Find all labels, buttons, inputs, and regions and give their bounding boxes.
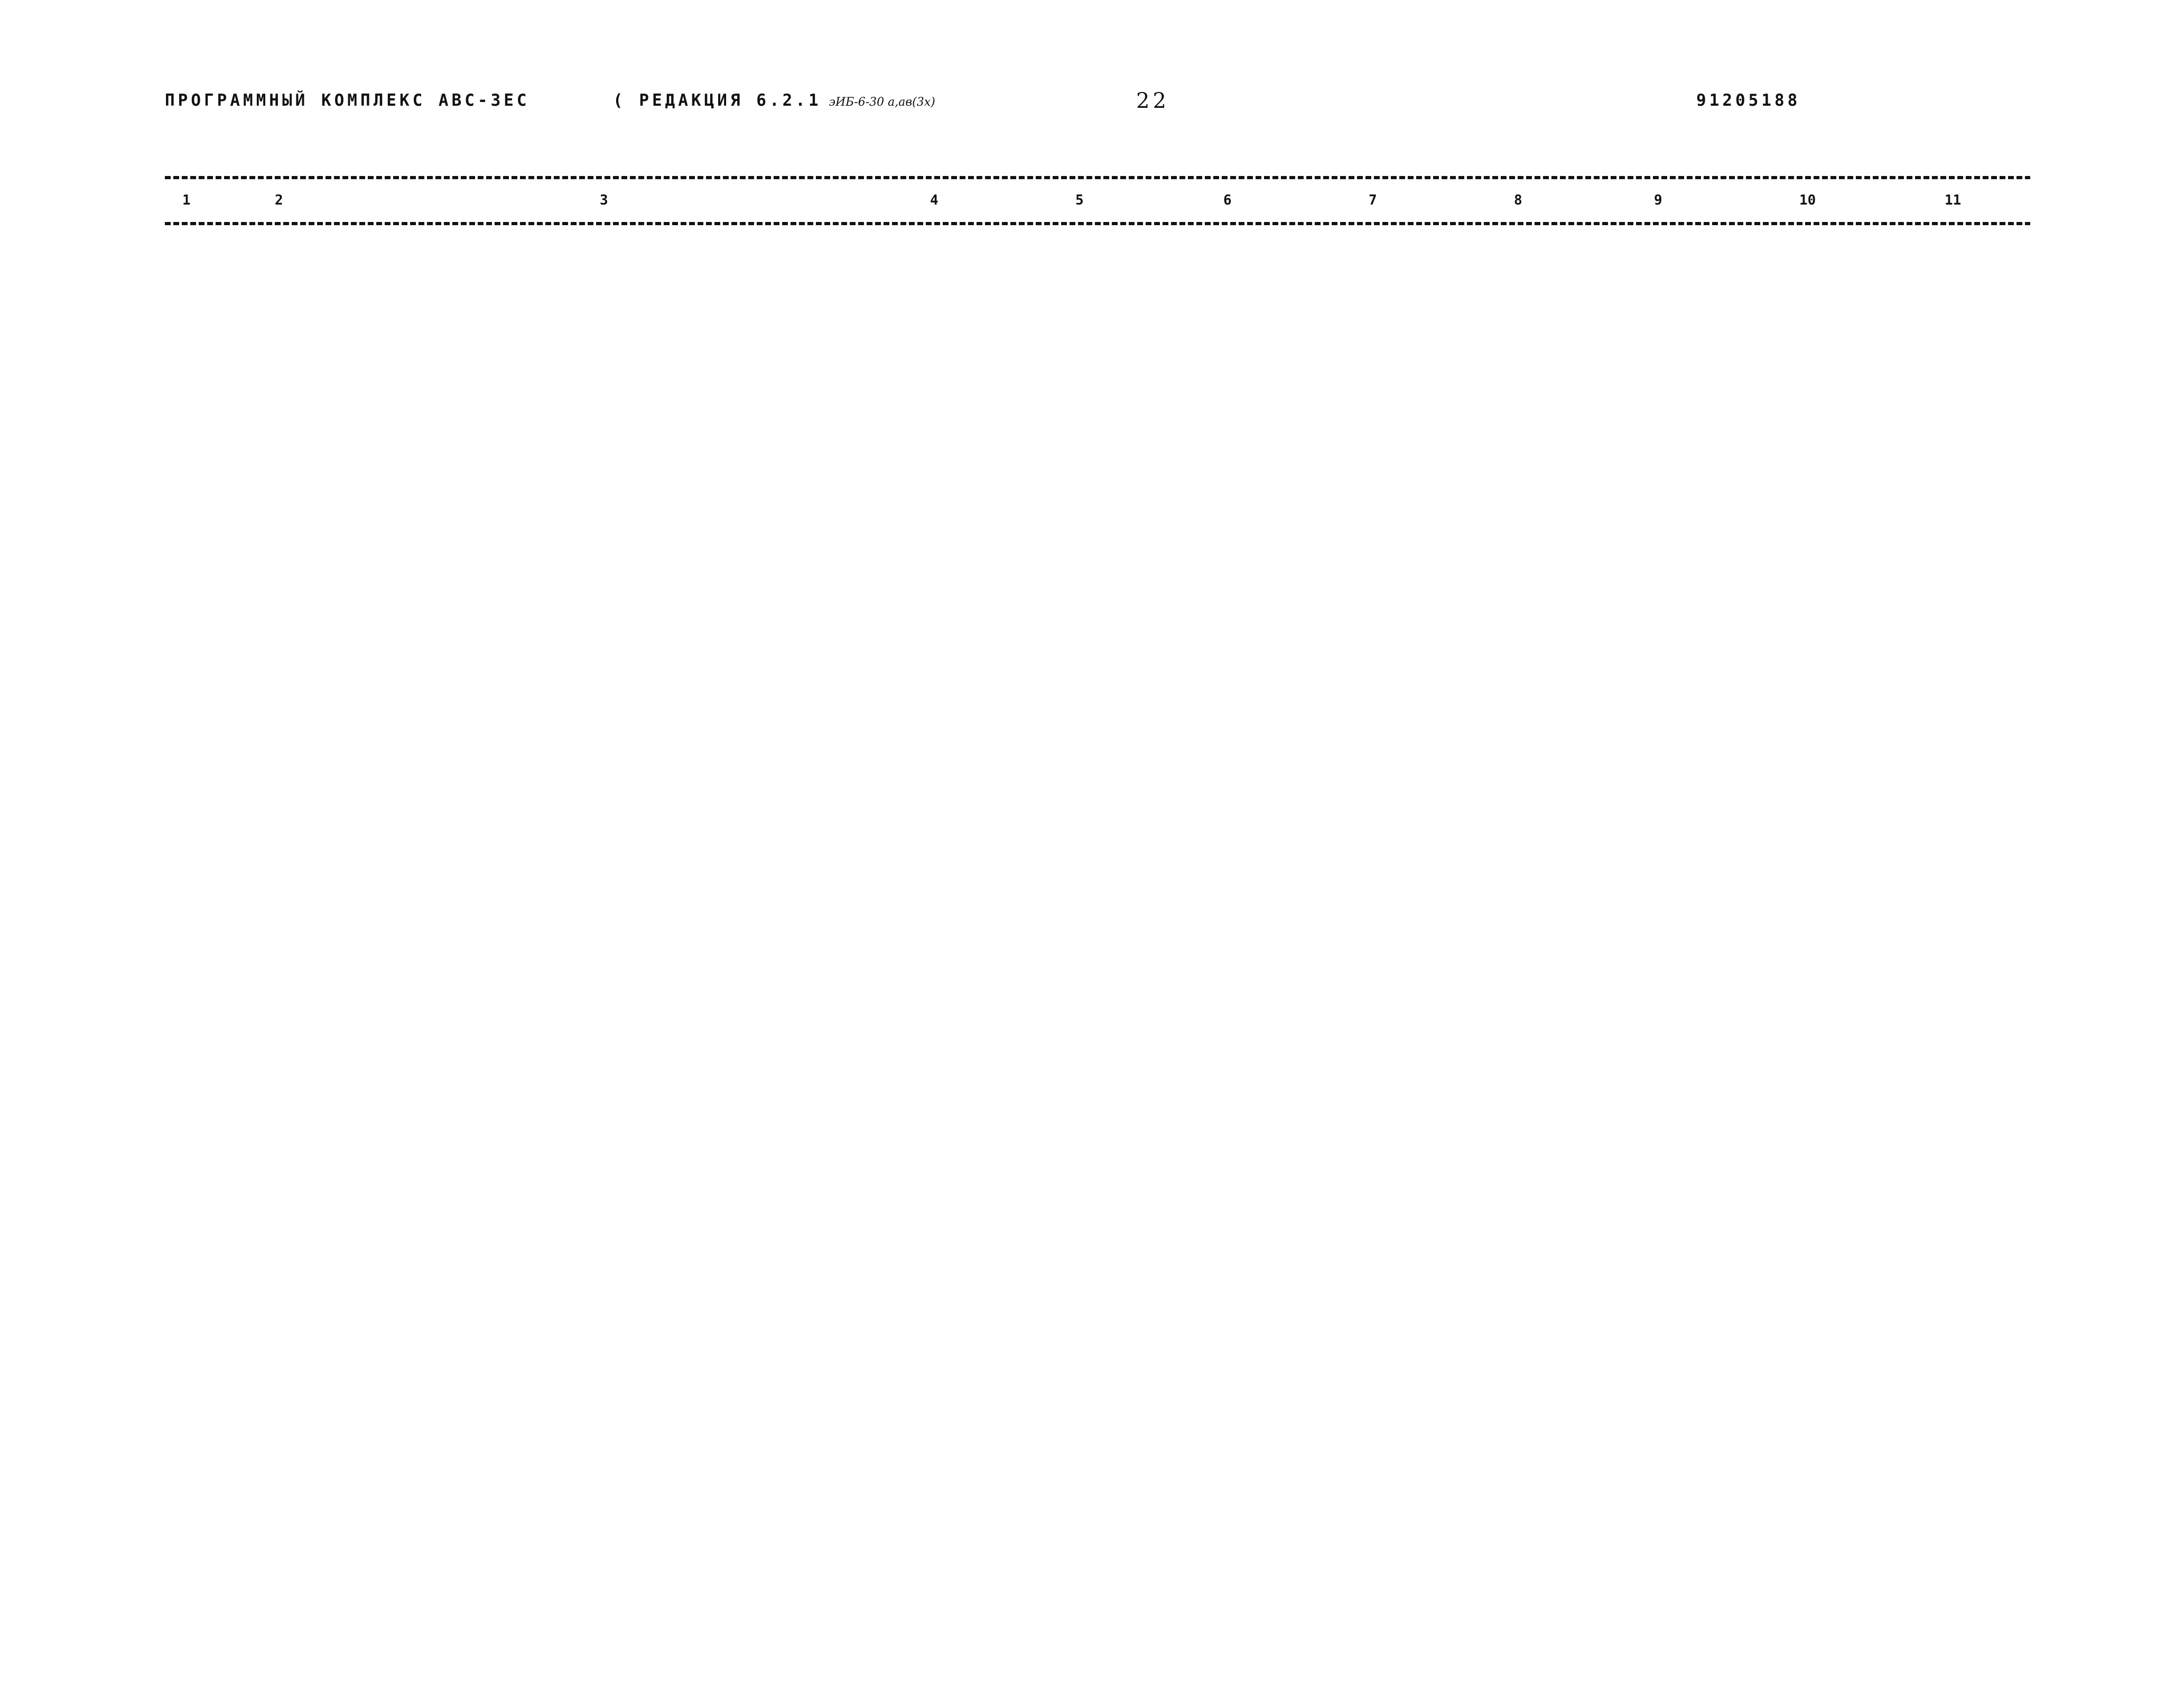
edition-text: ( РЕДАКЦИЯ 6.2.1 [613, 91, 822, 110]
column-number: 1 [182, 192, 191, 208]
column-number: 3 [600, 192, 608, 208]
table-top-rule [165, 176, 2030, 179]
column-number: 4 [930, 192, 938, 208]
column-number: 2 [275, 192, 283, 208]
column-header-rule [165, 222, 2030, 225]
handwritten-note: эИБ-6-30 а,ав(3х) [829, 96, 935, 109]
column-number: 10 [1799, 192, 1816, 208]
edition-label [613, 91, 935, 110]
column-number: 6 [1223, 192, 1232, 208]
column-number: 11 [1945, 192, 1962, 208]
document-code: 91205188 [1696, 91, 1801, 110]
page-number: 22 [1136, 89, 1169, 113]
column-number: 9 [1654, 192, 1662, 208]
column-number: 8 [1514, 192, 1522, 208]
program-name: ПРОГРАММНЫЙ КОМПЛЕКС АВС-ЗЕС [165, 91, 530, 110]
column-number: 5 [1075, 192, 1084, 208]
column-number: 7 [1369, 192, 1377, 208]
